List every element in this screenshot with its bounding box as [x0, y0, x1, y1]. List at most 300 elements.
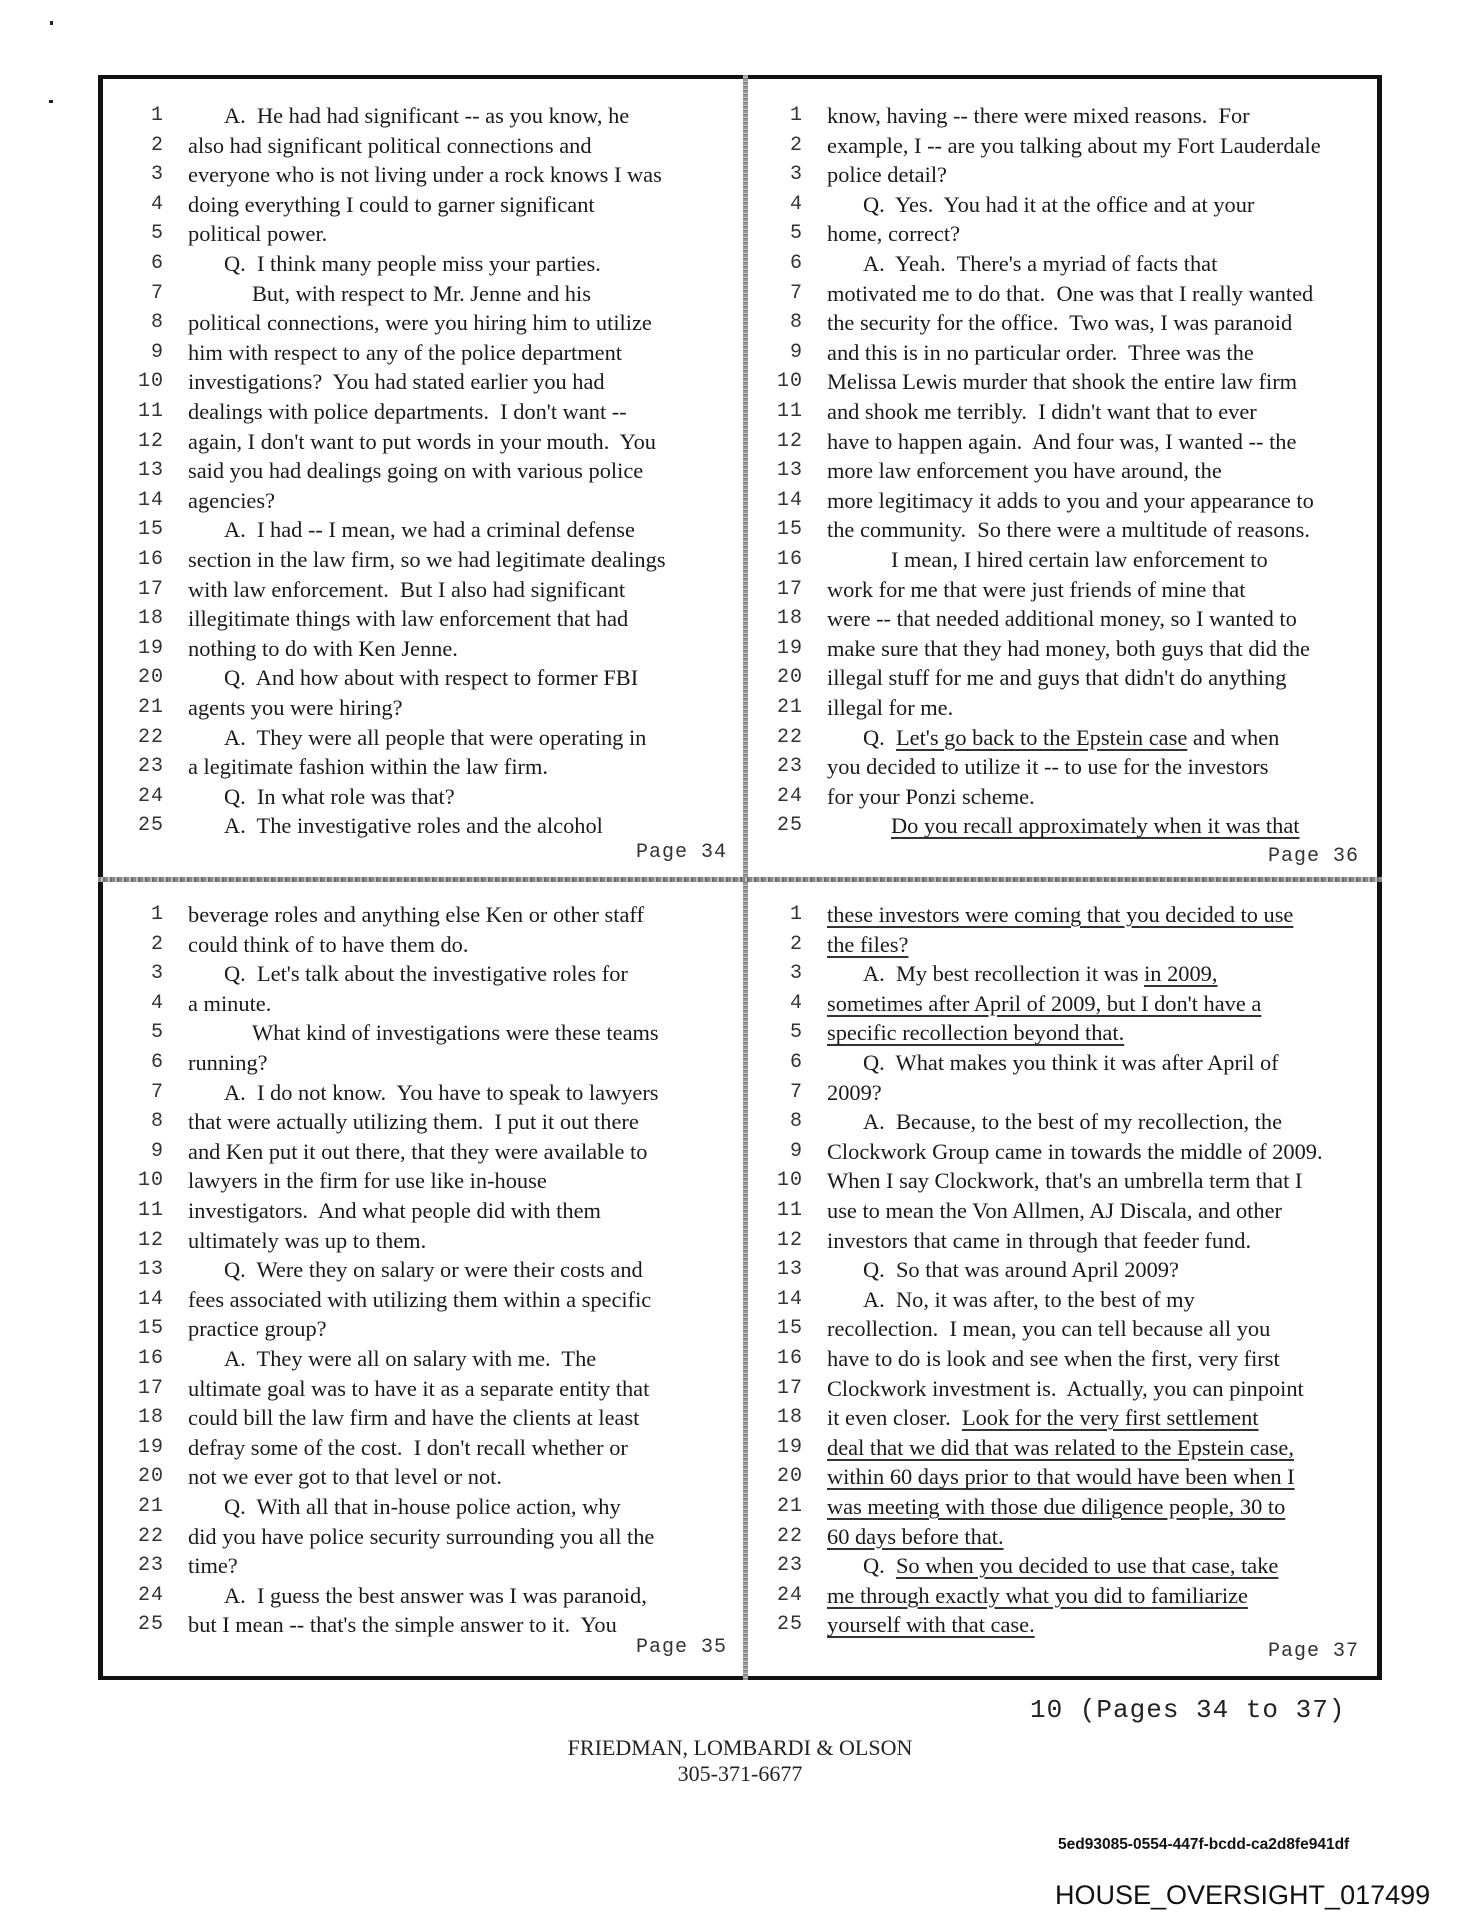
transcript-line [116, 930, 736, 959]
line-text-body: everyone who is not living under a rock knows I was [188, 162, 662, 188]
line-number: 19 [137, 1435, 164, 1459]
line-number: 15 [776, 1317, 803, 1341]
line-text-body: again, I don't want to put words in your mouth. You [188, 428, 657, 454]
transcript-line [755, 1581, 1375, 1610]
line-text [827, 486, 1314, 515]
line-text [827, 604, 1297, 633]
line-text-body: What kind of investigations were these teams [252, 1020, 659, 1046]
line-text [827, 308, 1292, 337]
line-text-body: A. I had -- I mean, we had a criminal defense [224, 517, 635, 543]
transcript-line [116, 160, 736, 189]
transcript-line [116, 1433, 736, 1462]
line-text [224, 1492, 621, 1521]
line-text-body: more legitimacy it adds to you and your appearance to [827, 487, 1314, 513]
line-text-body: make sure that they had money, both guys that did the [827, 635, 1310, 661]
line-text-body: that were actually utilizing them. I put it out there [188, 1109, 639, 1135]
line-number: 4 [789, 192, 803, 216]
line-text-body: A. Because, to the best of my recollection, the [863, 1109, 1283, 1135]
line-text-body: Q. So that was around April 2009? [863, 1257, 1179, 1283]
line-text [827, 1196, 1282, 1225]
line-text [827, 515, 1310, 544]
line-number: 4 [789, 991, 803, 1015]
transcript-page-36 [755, 101, 1375, 841]
line-number: 24 [776, 1583, 803, 1607]
line-text [827, 1462, 1295, 1491]
line-number: 8 [789, 1110, 803, 1134]
transcript-line [755, 1285, 1375, 1314]
underlined-text: 60 days before that. [827, 1523, 1004, 1549]
line-number: 11 [776, 1199, 803, 1222]
transcript-line [116, 1255, 736, 1284]
line-number: 23 [137, 755, 164, 779]
transcript-line [116, 723, 736, 752]
line-text [188, 1374, 649, 1403]
transcript-line [116, 367, 736, 396]
transcript-line [116, 634, 736, 663]
line-number: 5 [789, 222, 803, 246]
transcript-line [116, 456, 736, 485]
line-text [863, 723, 1279, 752]
underlined-text: the files? [827, 931, 909, 957]
line-text [188, 604, 628, 633]
line-number: 2 [789, 133, 803, 157]
transcript-line [116, 1551, 736, 1580]
transcript-line [755, 427, 1375, 456]
line-text-body: work for me that were just friends of mine that [827, 576, 1246, 602]
line-text [827, 1078, 882, 1107]
transcript-line [116, 1403, 736, 1432]
transcript-line [116, 1196, 736, 1225]
line-text-body: could bill the law firm and have the clients at least [188, 1405, 640, 1431]
transcript-line [116, 663, 736, 692]
transcript-page-34 [116, 101, 736, 841]
transcript-line [755, 1492, 1375, 1521]
transcript-line [116, 1166, 736, 1195]
line-number: 14 [137, 488, 164, 512]
line-text [827, 930, 908, 959]
transcript-line [116, 1344, 736, 1373]
transcript-line [755, 693, 1375, 722]
line-text [188, 456, 643, 485]
transcript-line [755, 456, 1375, 485]
line-text [188, 1610, 617, 1639]
line-text [827, 1522, 1004, 1551]
line-text [827, 1492, 1285, 1521]
line-text-prefix: Q. [863, 1553, 896, 1579]
line-text [827, 397, 1257, 426]
transcript-line [755, 1610, 1375, 1639]
line-text-body: A. They were all people that were operating in [224, 724, 647, 750]
transcript-line [116, 1522, 736, 1551]
line-number: 25 [776, 814, 803, 838]
line-text-body: recollection. I mean, you can tell because all you [827, 1316, 1271, 1342]
underlined-text: Do you recall approximately when it was that [891, 813, 1300, 839]
line-text [188, 1462, 502, 1491]
line-number: 5 [789, 1021, 803, 1045]
transcript-line [755, 308, 1375, 337]
transcript-line [116, 693, 736, 722]
line-text [188, 367, 605, 396]
line-number: 3 [789, 962, 803, 986]
line-number: 22 [137, 1524, 164, 1548]
page-label-35: Page 35 [636, 1636, 728, 1659]
line-number: 16 [137, 548, 164, 571]
transcript-line [755, 131, 1375, 160]
line-text-body: him with respect to any of the police department [188, 339, 622, 365]
line-number: 4 [150, 991, 164, 1015]
line-number: 25 [137, 814, 164, 838]
page-label-36: Page 36 [1268, 845, 1360, 868]
line-text-body: A. The investigative roles and the alcohol [224, 813, 603, 839]
line-number: 15 [137, 1317, 164, 1341]
line-number: 20 [137, 666, 164, 690]
line-number: 1 [789, 903, 803, 926]
line-text [863, 1107, 1282, 1136]
transcript-line [755, 634, 1375, 663]
line-number: 7 [150, 281, 164, 305]
line-text-prefix: it even closer. [827, 1405, 962, 1431]
line-text-body: section in the law firm, so we had legitimate dealings [188, 547, 666, 572]
line-text [827, 219, 960, 248]
line-number: 9 [789, 1139, 803, 1163]
transcript-line [116, 249, 736, 278]
transcript-line [755, 397, 1375, 426]
line-text-body: practice group? [188, 1316, 327, 1342]
line-text-body: and this is in no particular order. Three was the [827, 339, 1254, 365]
line-text [863, 1551, 1278, 1580]
line-text [188, 1226, 426, 1255]
transcript-line [755, 1374, 1375, 1403]
line-text-prefix: A. My best recollection it was [863, 961, 1145, 987]
line-text [188, 1048, 268, 1077]
document-hash: 5ed93085-0554-447f-bcdd-ca2d8fe941df [1058, 1836, 1350, 1853]
line-text [863, 249, 1217, 278]
line-number: 17 [776, 1376, 803, 1400]
line-text-body: A. No, it was after, to the best of my [863, 1286, 1195, 1312]
line-text-body: home, correct? [827, 221, 961, 247]
line-number: 12 [776, 1228, 803, 1252]
line-text [188, 486, 275, 515]
line-text-body: you decided to utilize it -- to use for the investors [827, 754, 1269, 780]
line-text [224, 101, 629, 130]
line-number: 2 [789, 932, 803, 956]
line-number: 6 [150, 1051, 164, 1074]
line-number: 5 [150, 222, 164, 246]
transcript-line [116, 811, 736, 840]
underlined-text: Let's go back to the Epstein case [895, 724, 1188, 750]
transcript-line [116, 604, 736, 633]
transcript-line [116, 1374, 736, 1403]
line-number: 8 [150, 1110, 164, 1134]
line-text-body: ultimate goal was to have it as a separate entity that [188, 1375, 650, 1401]
line-text-body: more law enforcement you have around, the [827, 458, 1222, 484]
line-text-body: use to mean the Von Allmen, AJ Discala, and other [827, 1198, 1282, 1223]
transcript-line [116, 575, 736, 604]
line-text-body: political power. [188, 221, 328, 247]
line-number: 1 [150, 903, 164, 926]
underlined-text: sometimes after April of 2009, but I don't have a [827, 990, 1262, 1016]
line-text-body: a minute. [188, 990, 272, 1016]
line-number: 21 [137, 696, 164, 719]
transcript-line [755, 1551, 1375, 1580]
transcript-line [755, 604, 1375, 633]
line-text-prefix: Q. [863, 724, 896, 750]
transcript-line [116, 1285, 736, 1314]
line-text [224, 1255, 643, 1284]
transcript-line [755, 515, 1375, 544]
transcript-line [116, 1078, 736, 1107]
transcript-line [755, 338, 1375, 367]
line-number: 3 [150, 962, 164, 986]
line-text-body: But, with respect to Mr. Jenne and his [252, 280, 591, 306]
line-number: 11 [137, 400, 164, 423]
line-number: 6 [789, 1051, 803, 1074]
line-text [188, 427, 656, 456]
line-text-body: Q. Let's talk about the investigative roles for [224, 961, 628, 987]
line-text [827, 900, 1293, 929]
transcript-line [116, 427, 736, 456]
line-text [224, 1344, 596, 1373]
underlined-text: yourself with that case. [827, 1612, 1035, 1638]
transcript-line [116, 219, 736, 248]
line-number: 15 [137, 518, 164, 542]
transcript-line [755, 752, 1375, 781]
line-number: 23 [776, 755, 803, 779]
line-number: 25 [776, 1613, 803, 1637]
bates-number: HOUSE_OVERSIGHT_017499 [1055, 1880, 1431, 1910]
line-text [827, 1433, 1294, 1462]
line-number: 8 [789, 311, 803, 335]
line-number: 18 [776, 1406, 803, 1430]
page-label-34: Page 34 [636, 841, 728, 864]
transcript-line [116, 752, 736, 781]
line-text [188, 1433, 628, 1462]
line-text-body: doing everything I could to garner significant [188, 191, 595, 217]
line-text [891, 811, 1300, 840]
transcript-line [755, 663, 1375, 692]
line-text-body: Clockwork investment is. Actually, you can pinpoint [827, 1375, 1304, 1401]
line-text-body: but I mean -- that's the simple answer to it. You [188, 1612, 617, 1638]
line-number: 20 [137, 1465, 164, 1489]
transcript-line [755, 1344, 1375, 1373]
line-text [224, 811, 603, 840]
transcript-line [755, 1403, 1375, 1432]
transcript-line [755, 1226, 1375, 1255]
line-text [224, 723, 646, 752]
scan-speck [50, 21, 53, 25]
line-text [188, 190, 595, 219]
line-text-body: nothing to do with Ken Jenne. [188, 635, 458, 661]
line-text [863, 190, 1254, 219]
line-text-body: for your Ponzi scheme. [827, 783, 1035, 809]
line-number: 17 [137, 1376, 164, 1400]
line-number: 14 [776, 1287, 803, 1311]
scan-speck [49, 100, 53, 103]
line-number: 2 [150, 932, 164, 956]
line-text-body: Q. In what role was that? [224, 783, 455, 809]
transcript-line [116, 1581, 736, 1610]
line-text [188, 1285, 651, 1314]
transcript-line [116, 782, 736, 811]
line-text [827, 782, 1035, 811]
transcript-line [755, 219, 1375, 248]
line-text [827, 1314, 1270, 1343]
line-number: 23 [137, 1554, 164, 1578]
line-text [224, 1581, 647, 1610]
line-text-body: I mean, I hired certain law enforcement to [891, 547, 1268, 572]
line-text-body: investigators. And what people did with them [188, 1198, 601, 1223]
transcript-line [116, 900, 736, 929]
transcript-line [116, 959, 736, 988]
line-text [188, 693, 403, 722]
transcript-line [755, 367, 1375, 396]
transcript-line [116, 279, 736, 308]
transcript-line [755, 989, 1375, 1018]
line-text [224, 959, 628, 988]
line-text-suffix: and when [1187, 724, 1280, 750]
line-text [252, 279, 591, 308]
line-text-body: have to happen again. And four was, I wanted -- the [827, 428, 1297, 454]
transcript-line [116, 1462, 736, 1491]
line-text-body: were -- that needed additional money, so I wanted to [827, 606, 1297, 632]
horizontal-divider [98, 877, 1382, 882]
line-text [224, 663, 638, 692]
transcript-line [116, 308, 736, 337]
line-text-body: and Ken put it out there, that they were available to [188, 1138, 648, 1164]
line-number: 16 [776, 1347, 803, 1370]
transcript-line [755, 1166, 1375, 1195]
line-text-body: Clockwork Group came in towards the middle of 2009. [827, 1138, 1323, 1164]
line-text [827, 1581, 1248, 1610]
transcript-line [116, 101, 736, 130]
transcript-line [116, 131, 736, 160]
transcript-line [116, 989, 736, 1018]
line-text [188, 1403, 639, 1432]
transcript-line [755, 1018, 1375, 1047]
line-text-body: agents you were hiring? [188, 695, 403, 720]
line-text [827, 989, 1261, 1018]
line-text [188, 308, 652, 337]
line-number: 11 [137, 1199, 164, 1222]
line-text [827, 693, 953, 722]
line-number: 7 [789, 281, 803, 305]
line-number: 17 [776, 577, 803, 601]
line-text-body: Q. With all that in-house police action, why [224, 1494, 621, 1519]
line-number: 18 [137, 607, 164, 631]
line-text-body: illegitimate things with law enforcement that had [188, 606, 629, 632]
line-text [863, 959, 1217, 988]
line-text-body: did you have police security surrounding you all the [188, 1523, 655, 1549]
line-number: 16 [776, 548, 803, 571]
line-number: 6 [150, 252, 164, 275]
line-text [224, 782, 455, 811]
underlined-text: deal that we did that was related to the Epstein case, [827, 1434, 1294, 1460]
line-number: 12 [137, 429, 164, 453]
line-number: 10 [137, 1169, 164, 1193]
line-text-body: When I say Clockwork, that's an umbrella term that I [827, 1168, 1303, 1194]
line-number: 6 [789, 252, 803, 275]
line-number: 11 [776, 400, 803, 423]
transcript-line [755, 279, 1375, 308]
transcript-line [116, 338, 736, 367]
line-number: 14 [137, 1287, 164, 1311]
line-number: 13 [776, 1258, 803, 1282]
reporting-firm-name: FRIEDMAN, LOMBARDI & OLSON [567, 1735, 913, 1760]
line-text [863, 1255, 1179, 1284]
transcript-line [755, 1078, 1375, 1107]
transcript-line [755, 1314, 1375, 1343]
line-text [188, 930, 468, 959]
line-text [827, 1137, 1323, 1166]
line-number: 18 [776, 607, 803, 631]
line-text [224, 249, 601, 278]
line-text [827, 279, 1313, 308]
line-text [827, 1344, 1280, 1373]
line-text [863, 1285, 1195, 1314]
line-text [827, 575, 1245, 604]
line-text-body: illegal stuff for me and guys that didn't do anything [827, 665, 1287, 691]
line-number: 5 [150, 1021, 164, 1045]
line-text [188, 1314, 327, 1343]
line-text [827, 160, 947, 189]
line-number: 24 [137, 784, 164, 808]
line-text [188, 1166, 547, 1195]
line-text-body: investors that came in through that feeder fund. [827, 1227, 1252, 1253]
line-text-body: agencies? [188, 487, 276, 513]
line-text [827, 131, 1321, 160]
line-text [827, 663, 1286, 692]
line-text [827, 1403, 1259, 1432]
line-text-body: A. I do not know. You have to speak to lawyers [224, 1079, 659, 1105]
transcript-line [755, 782, 1375, 811]
transcript-line [116, 1018, 736, 1047]
transcript-page-35 [116, 900, 736, 1640]
line-number: 10 [776, 1169, 803, 1193]
line-text [188, 160, 662, 189]
line-number: 13 [776, 459, 803, 483]
transcript-line [116, 515, 736, 544]
line-text [224, 1078, 659, 1107]
transcript-line [755, 1196, 1375, 1225]
line-number: 22 [776, 1524, 803, 1548]
line-number: 12 [137, 1228, 164, 1252]
line-text [188, 575, 625, 604]
sheet-page-range: 10 (Pages 34 to 37) [1030, 1695, 1346, 1725]
line-text [188, 752, 548, 781]
line-text-body: ultimately was up to them. [188, 1227, 427, 1253]
line-text [188, 1107, 639, 1136]
transcript-line [116, 1048, 736, 1077]
line-text-body: A. I guess the best answer was I was paranoid, [224, 1582, 647, 1608]
line-text-body: political connections, were you hiring him to utilize [188, 310, 652, 336]
transcript-line [755, 723, 1375, 752]
reporting-firm-phone: 305-371-6677 [677, 1761, 803, 1786]
line-text [188, 1522, 654, 1551]
line-text [827, 367, 1297, 396]
line-number: 20 [776, 1465, 803, 1489]
line-text [188, 338, 622, 367]
line-text-body: 2009? [827, 1079, 882, 1105]
line-number: 1 [789, 104, 803, 127]
line-number: 1 [150, 104, 164, 127]
line-text-body: have to do is look and see when the first, very first [827, 1346, 1280, 1371]
underlined-text: So when you decided to use that case, take [895, 1553, 1279, 1579]
line-text-body: Q. What makes you think it was after April of [863, 1050, 1279, 1075]
line-number: 9 [150, 1139, 164, 1163]
underlined-text: was meeting with those due diligence people, 30 to [827, 1494, 1286, 1519]
line-text [891, 545, 1268, 574]
line-text-body: the community. So there were a multitude of reasons. [827, 517, 1310, 543]
